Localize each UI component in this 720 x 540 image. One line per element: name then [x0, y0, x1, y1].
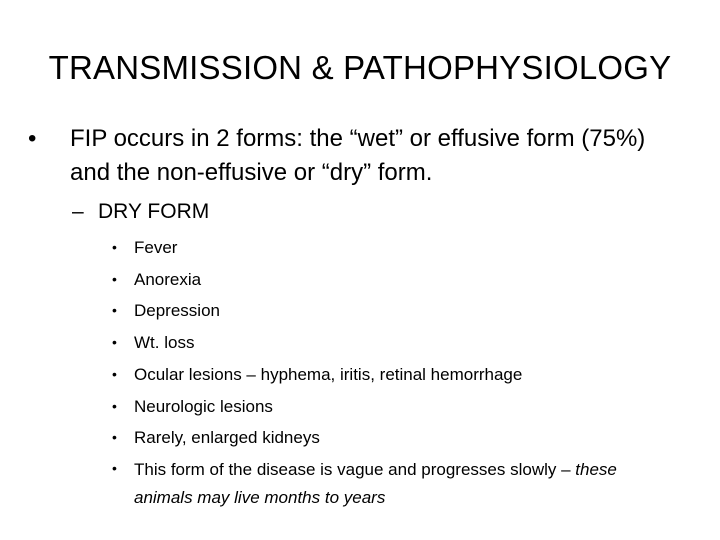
main-bullet-text: FIP occurs in 2 forms: the “wet” or effusive form (75%) and the non-effusive or “dry” form.	[70, 125, 646, 186]
list-item	[112, 391, 672, 423]
list-item	[112, 295, 672, 327]
list-item	[112, 232, 672, 264]
bullet-marker: •	[112, 459, 117, 476]
list-item-text: Neurologic lesions	[134, 396, 273, 416]
list-item-text: This form of the disease is vague and progresses slowly –	[134, 459, 576, 479]
list-item	[112, 454, 672, 512]
list-item-emphasis: these animals may live months to years	[134, 459, 617, 507]
bullet-marker: •	[112, 365, 117, 382]
list-item	[112, 264, 672, 296]
list-item	[112, 359, 672, 391]
symptom-list	[112, 232, 672, 512]
bullet-marker: •	[112, 239, 117, 255]
bullet-marker: •	[112, 397, 117, 414]
bullet-marker: •	[112, 429, 117, 446]
bullet-marker: •	[112, 334, 117, 351]
slide-title: TRANSMISSION & PATHOPHYSIOLOGY	[48, 49, 672, 86]
list-item-text: Anorexia	[134, 269, 202, 289]
sub-heading-text: DRY FORM	[98, 200, 210, 223]
list-item	[112, 327, 672, 359]
bullet-marker: •	[28, 125, 37, 152]
dash-marker: –	[72, 200, 84, 223]
list-item	[112, 422, 672, 454]
bullet-marker: •	[112, 270, 117, 287]
sub-heading	[72, 197, 209, 227]
main-bullet	[28, 122, 688, 190]
bullet-marker: •	[112, 302, 117, 319]
list-item-text: Wt. loss	[134, 333, 195, 353]
list-item-text: Ocular lesions – hyphema, iritis, retinal hemorrhage	[134, 364, 523, 384]
list-item-text: Fever	[134, 238, 178, 257]
list-item-text: Depression	[134, 301, 220, 321]
list-item-text: Rarely, enlarged kidneys	[134, 428, 320, 448]
